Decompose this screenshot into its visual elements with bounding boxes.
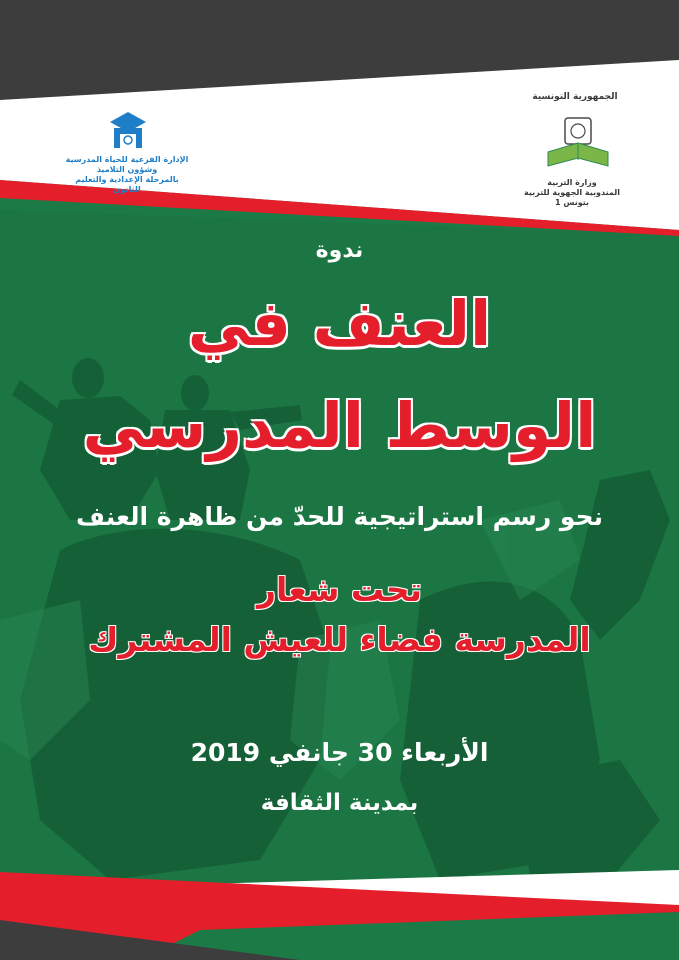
school-life-org-label: الإدارة الفرعية للحياة المدرسية وشؤون التلاميذ بالمرحلة الإعدادية والتعليم الثانوي <box>65 155 189 194</box>
ministry-label: وزارة التربية المندوبية الجهوية للتربية بتونس 1 <box>524 178 620 207</box>
slogan-text: المدرسة فضاء للعيش المشترك <box>88 620 591 659</box>
event-type: ندوة <box>315 238 364 263</box>
event-subtitle: نحو رسم استراتيجية للحدّ من ظاهرة العنف <box>76 502 603 531</box>
slogan-label: تحت شعار <box>256 570 423 609</box>
event-title-line-1: العنف في <box>187 287 492 360</box>
event-title-line-2: الوسط المدرسي <box>82 389 597 462</box>
event-date: الأربعاء 30 جانفي 2019 <box>190 738 489 767</box>
event-venue: بمدينة الثقافة <box>260 790 419 816</box>
republic-label: الجمهورية التونسية <box>532 92 618 102</box>
